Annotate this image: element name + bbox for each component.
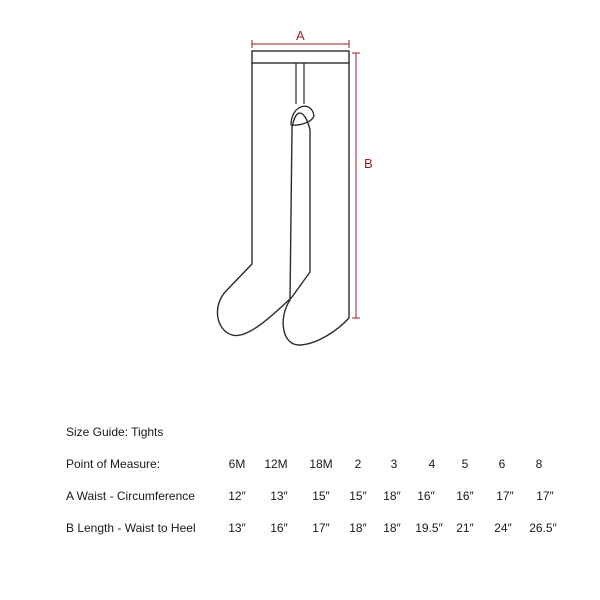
dimension-b-label: B <box>364 156 373 171</box>
waist-value-18m: 15″ <box>312 489 330 503</box>
size-6m: 6M <box>228 457 246 471</box>
size-6: 6 <box>498 457 506 471</box>
tights-waistband <box>252 51 349 63</box>
size-18m: 18M <box>309 457 333 471</box>
length-value-8: 26.5″ <box>529 521 557 535</box>
waist-value-6m: 12″ <box>228 489 246 503</box>
size-3: 3 <box>390 457 398 471</box>
length-value-18m: 17″ <box>312 521 330 535</box>
size-12m: 12M <box>264 457 288 471</box>
point-of-measure-label: Point of Measure: <box>66 457 161 471</box>
waist-row <box>0 489 600 505</box>
length-value-4: 19.5″ <box>415 521 443 535</box>
waist-value-5: 16″ <box>456 489 474 503</box>
waist-value-6: 17″ <box>496 489 514 503</box>
waist-value-4: 16″ <box>417 489 435 503</box>
size-header-row <box>0 457 600 473</box>
length-value-3: 18″ <box>383 521 401 535</box>
waist-value-8: 17″ <box>536 489 554 503</box>
size-4: 4 <box>428 457 436 471</box>
tights-outline <box>217 63 349 345</box>
length-value-2: 18″ <box>349 521 367 535</box>
size-8: 8 <box>535 457 543 471</box>
size-guide-title: Size Guide: Tights <box>66 425 164 439</box>
length-value-6: 24″ <box>494 521 512 535</box>
dimension-a-label: A <box>296 28 305 43</box>
waist-value-2: 15″ <box>349 489 367 503</box>
length-row-label: B Length - Waist to Heel <box>66 521 196 535</box>
tights-gusset <box>291 106 314 125</box>
waist-value-3: 18″ <box>383 489 401 503</box>
waist-row-label: A Waist - Circumference <box>66 489 195 503</box>
size-2: 2 <box>354 457 362 471</box>
length-value-6m: 13″ <box>228 521 246 535</box>
length-value-12m: 16″ <box>270 521 288 535</box>
waist-value-12m: 13″ <box>270 489 288 503</box>
size-5: 5 <box>461 457 469 471</box>
length-value-5: 21″ <box>456 521 474 535</box>
length-row <box>0 521 600 537</box>
